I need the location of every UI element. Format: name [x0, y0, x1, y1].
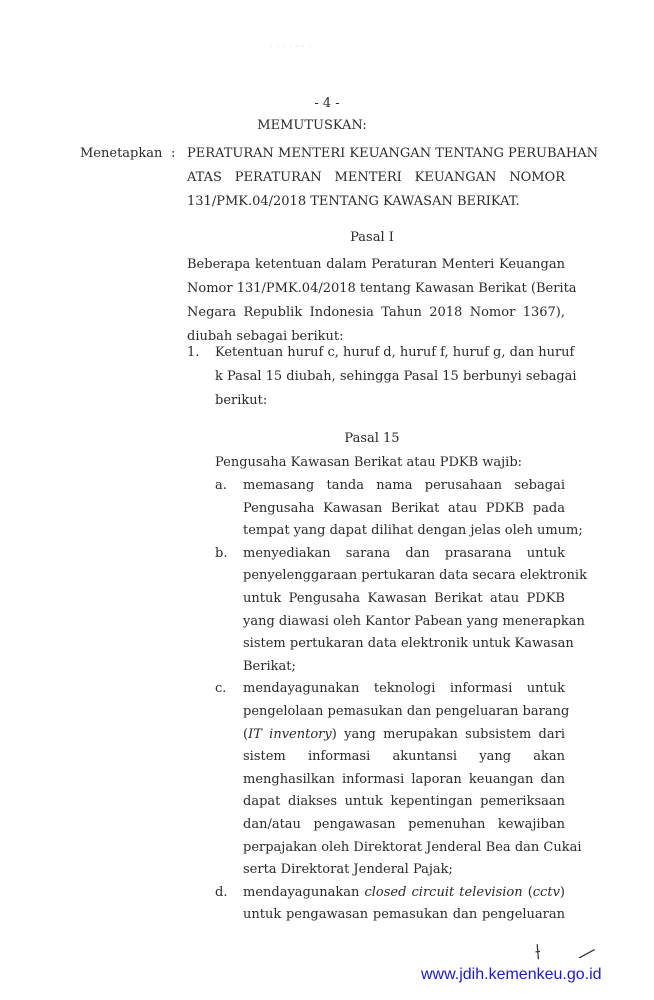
text-line: menyediakan sarana dan prasarana untuk	[243, 545, 565, 561]
text-line: dan/atau pengawasan pemenuhan kewajiban	[243, 816, 565, 832]
text-line: berikut:	[215, 393, 268, 408]
list-item-text	[243, 475, 583, 543]
text-line: Beberapa ketentuan dalam Peraturan Menteri Keuangan	[187, 257, 565, 272]
list-item-label: a.	[215, 478, 227, 493]
text-line: diubah sebagai berikut:	[187, 329, 344, 344]
list-item-text	[243, 882, 565, 927]
pasal-15-intro: Pengusaha Kawasan Berikat atau PDKB wajib:	[215, 455, 523, 470]
decision-heading: MEMUTUSKAN:	[257, 118, 367, 133]
text-line: Berikat;	[243, 658, 296, 674]
text-line: sistem pertukaran data elektronik untuk Kawasan	[243, 636, 574, 652]
text-line: sistem informasi akuntansi yang akan	[243, 749, 565, 765]
menetapkan-colon: :	[171, 146, 176, 161]
text-segment: mendayagunakan	[243, 884, 365, 900]
text-line: untuk Pengusaha Kawasan Berikat atau PDKB	[243, 590, 565, 606]
list-item	[215, 475, 583, 543]
list-item-text	[243, 678, 582, 881]
footer-website-link[interactable]: www.jdih.kemenkeu.go.id	[421, 966, 602, 983]
text-line: PERATURAN MENTERI KEUANGAN TENTANG PERUBAHAN	[187, 146, 599, 161]
list-item-label: c.	[215, 681, 227, 697]
italic-text: IT inventory	[248, 726, 332, 742]
menetapkan-text	[187, 142, 599, 214]
text-line: Pengusaha Kawasan Berikat atau PDKB pada	[243, 500, 565, 516]
list-item-label: b.	[215, 545, 228, 561]
list-item-label: d.	[215, 884, 228, 900]
text-line: ATAS PERATURAN MENTERI KEUANGAN NOMOR	[187, 170, 565, 185]
text-segment: (	[522, 884, 533, 900]
text-line: perpajakan oleh Direktorat Jenderal Bea dan Cukai	[243, 839, 582, 855]
text-line: k Pasal 15 diubah, sehingga Pasal 15 berbunyi sebagai	[215, 369, 577, 384]
text-line: tempat yang dapat dilihat dengan jelas oleh umum;	[243, 523, 583, 539]
text-segment: (	[243, 726, 249, 742]
text-line: yang diawasi oleh Kantor Pabean yang menerapkan	[243, 613, 585, 629]
list-item	[215, 543, 587, 679]
item-1-number: 1.	[187, 345, 200, 360]
text-line: serta Direktorat Jenderal Pajak;	[243, 862, 453, 878]
menetapkan-label: Menetapkan	[80, 146, 163, 161]
pasal-1-title: Pasal I	[350, 230, 394, 245]
text-segment: ) yang merupakan subsistem dari	[331, 726, 565, 742]
signature-mark: ⁄	[579, 942, 595, 966]
pasal-1-paragraph	[187, 253, 577, 349]
italic-text: cctv	[532, 884, 560, 900]
header-faint-text: · · · · · · ·	[270, 42, 312, 53]
text-line: memasang tanda nama perusahaan sebagai	[243, 478, 565, 493]
list-item	[215, 882, 565, 927]
text-line: Negara Republik Indonesia Tahun 2018 Nomor 1367),	[187, 305, 565, 320]
text-line: Nomor 131/PMK.04/2018 tentang Kawasan Berikat (Berita	[187, 281, 577, 296]
list-item-text	[243, 543, 587, 679]
italic-text: closed circuit television	[364, 884, 523, 900]
paraf-mark: ⟊	[533, 939, 542, 966]
text-segment: )	[559, 884, 565, 900]
text-line: Ketentuan huruf c, huruf d, huruf f, huruf g, dan huruf	[215, 345, 575, 360]
item-1-text	[215, 341, 577, 413]
text-line: penyelenggaraan pertukaran data secara elektronik	[243, 568, 587, 584]
text-line: mendayagunakan teknologi informasi untuk	[243, 681, 565, 697]
text-line: untuk pengawasan pemasukan dan pengeluaran	[243, 907, 565, 923]
page-number: - 4 -	[314, 96, 340, 111]
list-item	[215, 678, 582, 881]
pasal-15-list	[215, 475, 587, 927]
text-line: 131/PMK.04/2018 TENTANG KAWASAN BERIKAT.	[187, 194, 520, 209]
text-line	[243, 882, 565, 905]
text-line: pengelolaan pemasukan dan pengeluaran barang	[243, 703, 570, 719]
text-line: menghasilkan informasi laporan keuangan dan	[243, 771, 565, 787]
text-line	[243, 724, 565, 747]
text-line: dapat diakses untuk kepentingan pemeriksaan	[243, 794, 565, 810]
pasal-15-title: Pasal 15	[344, 431, 400, 446]
